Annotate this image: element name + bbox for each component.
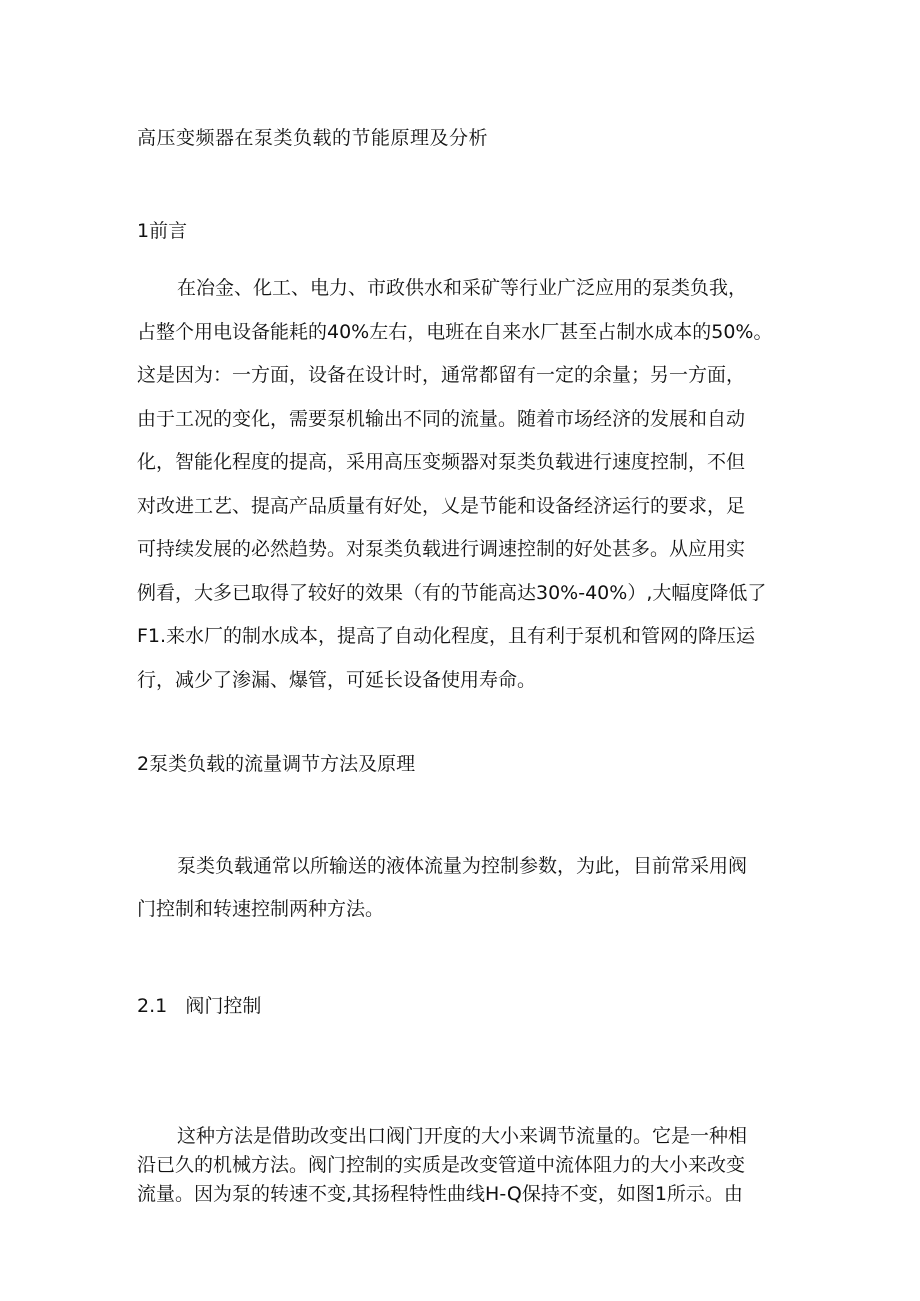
paragraph-line: 沿已久的机械方法。阀门控制的实质是改变管道中流体阻力的大小来改变 bbox=[137, 1154, 746, 1176]
paragraph-line: 对改进工艺、提高产品质量有好处，乂是节能和设备经济运行的要求，足 bbox=[137, 494, 746, 517]
section-heading-valve-control: 2.1 阀门控制 bbox=[137, 995, 262, 1017]
paragraph-line: F1.来水厂的制水成本，提高了自动化程度，且有利于泵机和管网的降压运 bbox=[137, 625, 756, 647]
paragraph-flow-regulation bbox=[137, 845, 782, 931]
paragraph-line: 门控制和转速控制两种方法。 bbox=[137, 898, 385, 920]
paragraph-line: 流量。因为泵的转速不变,其扬程特性曲线H-Q保持不变，如图1所示。由 bbox=[137, 1183, 743, 1205]
paragraph-line: 行，减少了渗漏、爆管，可延长设备使用寿命。 bbox=[137, 668, 537, 691]
paragraph-line: 化，智能化程度的提高，采用高压变频器对泵类负载进行速度控制，不但 bbox=[137, 451, 746, 473]
paragraph-line: 占整个用电设备能耗的40%左右，电班在自来水厂甚至占制水成本的50%。 bbox=[137, 320, 773, 343]
paragraph-line: 在冶金、化工、电力、市政供水和采矿等行业广泛应用的泵类负我， bbox=[177, 277, 748, 299]
document-title: 高压变频器在泵类负载的节能原理及分析 bbox=[137, 127, 489, 149]
paragraph-line: 例看，大多已取得了较好的效果（有的节能高达30%-40%）,大幅度降低了 bbox=[137, 581, 767, 604]
paragraph-introduction bbox=[137, 267, 782, 702]
paragraph-line: 这是因为：一方面，设备在设计时，通常都留有一定的余量；另一方面， bbox=[137, 364, 746, 386]
paragraph-line: 可持续发展的必然趋势。对泵类负载进行调速控制的好处甚多。从应用实 bbox=[137, 538, 746, 560]
paragraph-line: 泵类负载通常以所输送的液体流量为控制参数，为此，目前常采用阀 bbox=[177, 855, 748, 877]
paragraph-valve-control bbox=[137, 1122, 782, 1209]
paragraph-line: 由于工况的变化，需要泵机输出不同的流量。随着市场经济的发展和自动 bbox=[137, 407, 746, 430]
paragraph-line: 这种方法是借助改变出口阀门开度的大小来调节流量的。它是一种相 bbox=[177, 1125, 748, 1147]
section-heading-flow-regulation: 2泵类负载的流量调节方法及原理 bbox=[137, 753, 416, 775]
section-heading-introduction: 1前言 bbox=[137, 220, 188, 242]
